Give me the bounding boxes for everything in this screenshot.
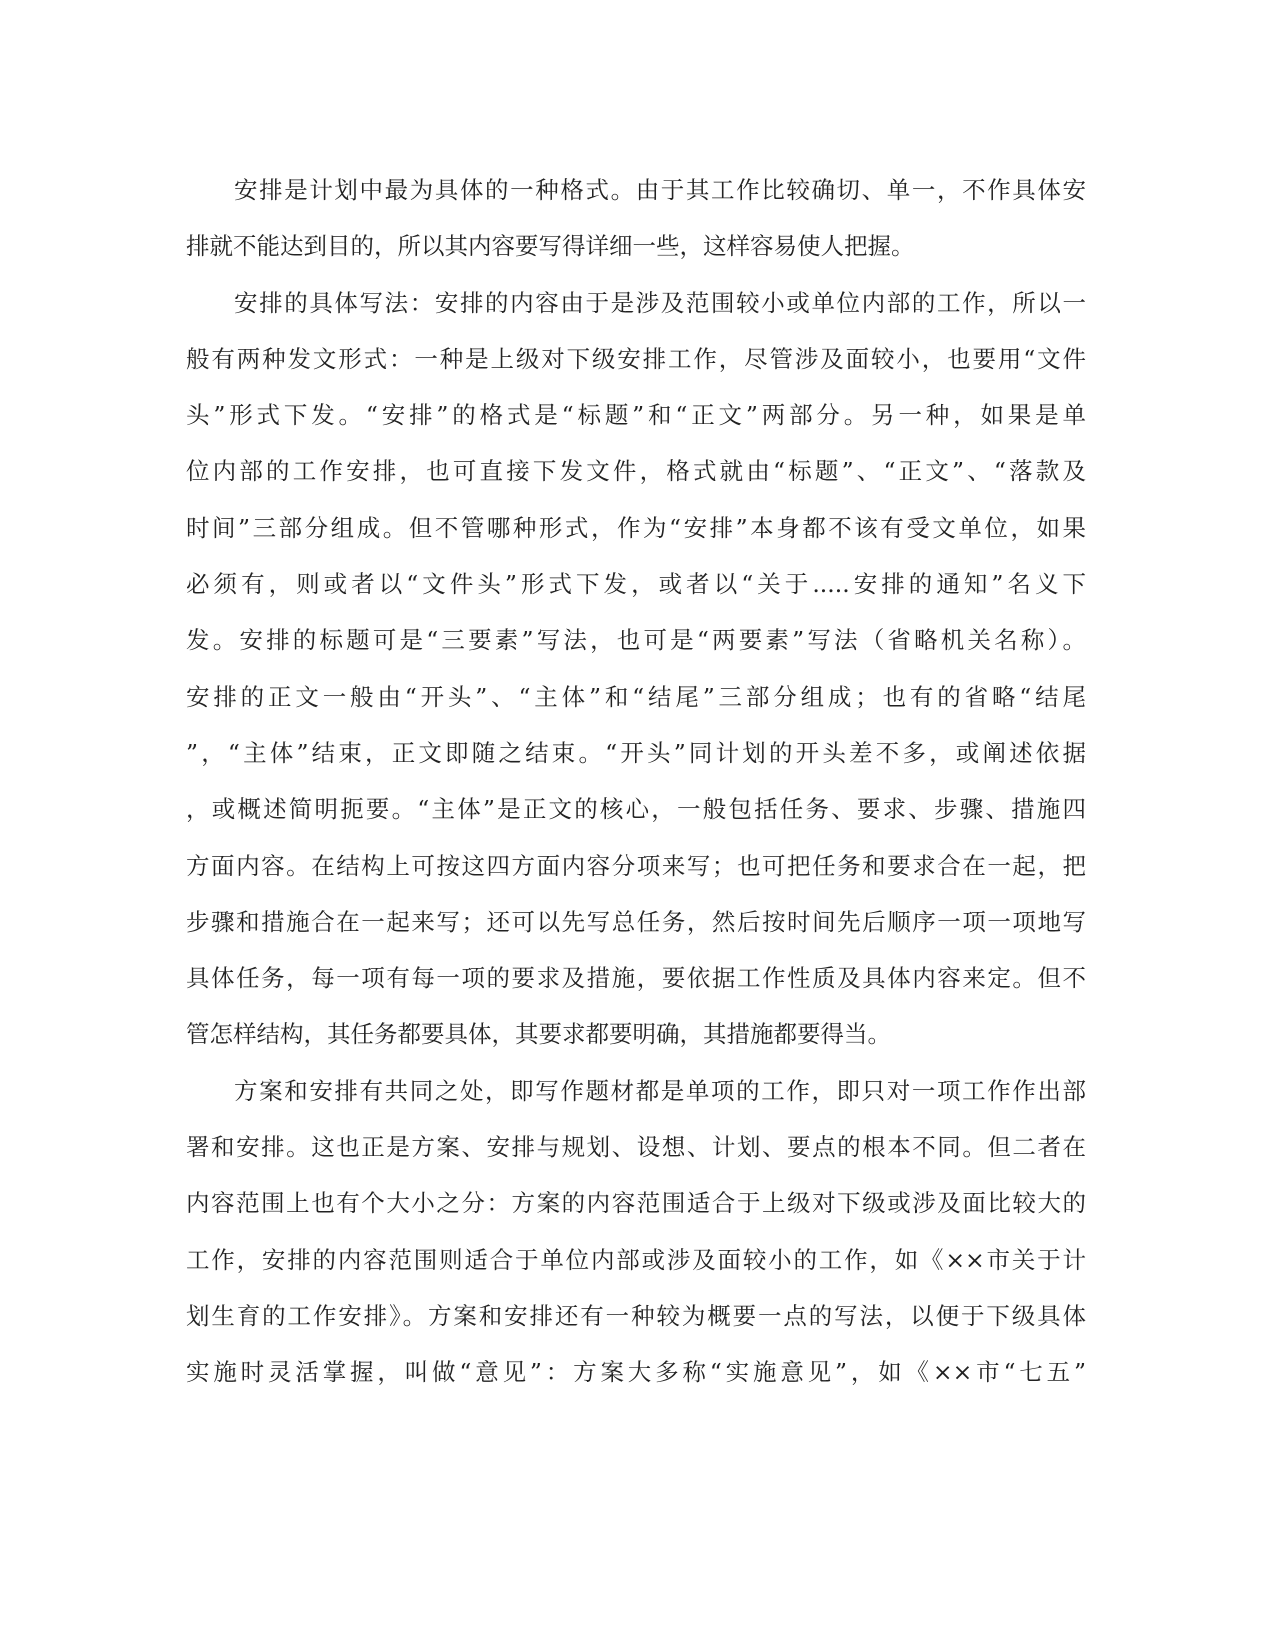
paragraph-2-line-2: 般有两种发文形式：一种是上级对下级安排工作，尽管涉及面较小，也要用“文件 bbox=[186, 344, 1086, 373]
paragraph-3-line-6: 实施时灵活掌握，叫做“意见”：方案大多称“实施意见”，如《××市“七五” bbox=[186, 1358, 1086, 1387]
paragraph-3-line-3: 内容范围上也有个大小之分：方案的内容范围适合于上级对下级或涉及面比较大的 bbox=[186, 1189, 1086, 1218]
paragraph-2-line-7: 发。安排的标题可是“三要素”写法，也可是“两要素”写法（省略机关名称）。 bbox=[186, 626, 1086, 655]
paragraph-1-line-1: 安排是计划中最为具体的一种格式。由于其工作比较确切、单一，不作具体安 bbox=[234, 176, 1086, 204]
paragraph-1-line-2: 排就不能达到目的，所以其内容要写得详细一些，这样容易使人把握。 bbox=[186, 232, 915, 261]
paragraph-3-line-1: 方案和安排有共同之处，即写作题材都是单项的工作，即只对一项工作作出部 bbox=[234, 1076, 1086, 1105]
paragraph-3-line-5: 划生育的工作安排》。方案和安排还有一种较为概要一点的写法，以便于下级具体 bbox=[186, 1301, 1086, 1330]
paragraph-2-line-8: 安排的正文一般由“开头”、“主体”和“结尾”三部分组成；也有的省略“结尾 bbox=[186, 682, 1086, 711]
document-body bbox=[186, 162, 1086, 1401]
paragraph-2-line-3: 头”形式下发。“安排”的格式是“标题”和“正文”两部分。另一种，如果是单 bbox=[186, 401, 1086, 430]
paragraph-2-line-11: 方面内容。在结构上可按这四方面内容分项来写；也可把任务和要求合在一起，把 bbox=[186, 851, 1086, 880]
paragraph-2-line-5: 时间”三部分组成。但不管哪种形式，作为“安排”本身都不该有受文单位，如果 bbox=[186, 513, 1086, 542]
paragraph-3-line-4: 工作，安排的内容范围则适合于单位内部或涉及面较小的工作，如《××市关于计 bbox=[186, 1245, 1086, 1274]
paragraph-3-line-2: 署和安排。这也正是方案、安排与规划、设想、计划、要点的根本不同。但二者在 bbox=[186, 1133, 1086, 1162]
paragraph-2-line-10: ，或概述简明扼要。“主体”是正文的核心，一般包括任务、要求、步骤、措施四 bbox=[186, 795, 1086, 824]
paragraph-2-line-6: 必须有，则或者以“文件头”形式下发，或者以“关于.....安排的通知”名义下 bbox=[186, 570, 1086, 599]
paragraph-2-line-4: 位内部的工作安排，也可直接下发文件，格式就由“标题”、“正文”、“落款及 bbox=[186, 457, 1086, 486]
paragraph-2-line-9: ”，“主体”结束，正文即随之结束。“开头”同计划的开头差不多，或阐述依据 bbox=[186, 738, 1086, 767]
paragraph-2-line-12: 步骤和措施合在一起来写；还可以先写总任务，然后按时间先后顺序一项一项地写 bbox=[186, 907, 1086, 936]
paragraph-2-line-13: 具体任务，每一项有每一项的要求及措施，要依据工作性质及具体内容来定。但不 bbox=[186, 964, 1086, 993]
paragraph-2-line-1: 安排的具体写法：安排的内容由于是涉及范围较小或单位内部的工作，所以一 bbox=[234, 288, 1086, 317]
paragraph-2-line-14: 管怎样结构，其任务都要具体，其要求都要明确，其措施都要得当。 bbox=[186, 1020, 891, 1049]
